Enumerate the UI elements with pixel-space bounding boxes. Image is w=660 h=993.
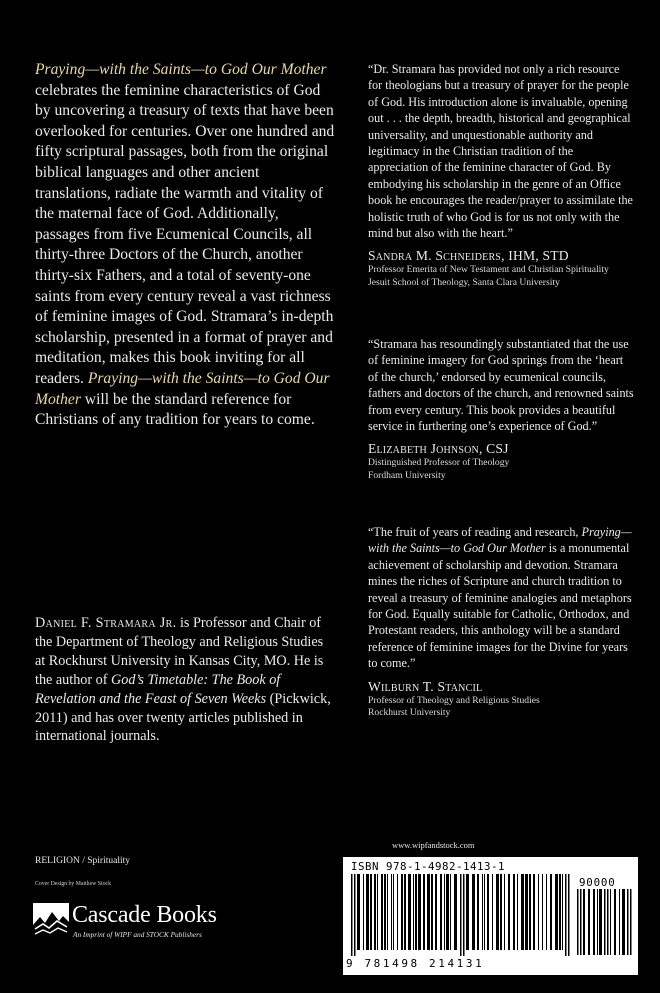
barcode-bar [580, 889, 582, 955]
book-title-italic: Praying—with the Saints—to God Our Mother [35, 369, 330, 408]
barcode-bar [607, 889, 609, 955]
author-name: Daniel F. Stramara Jr. [35, 615, 177, 631]
ean-digits: 9 781498 214131 [346, 957, 485, 970]
barcode-bar [454, 874, 457, 950]
barcode-bar [374, 874, 376, 950]
barcode-bar [450, 874, 451, 950]
barcode-bar [583, 889, 585, 955]
endorser-title: Professor Emerita of New Testament and Christian Spirituality [368, 264, 609, 276]
barcode-bar [599, 889, 602, 955]
barcode-bar [370, 874, 372, 950]
barcode-bar [446, 874, 449, 950]
barcode-bar [521, 874, 524, 950]
barcode-bar [597, 889, 598, 955]
isbn-barcode [343, 857, 638, 975]
barcode-bar [533, 874, 535, 950]
publisher-name: Cascade Books [72, 902, 217, 928]
author-previous-book: God’s Timetable: The Book of Revelation and the Feast of Seven Weeks [35, 671, 281, 707]
addon-barcode-bars [577, 889, 633, 955]
endorsement-quote: “Dr. Stramara has provided not only a rich resource for theologians but a treasury of prayer for the people of God. His introduction alone is invaluable, opening out . . . the depth, breadth, historical and geographical universality, and unquestionable authority and legitimacy in the Christian tradition of the appreciation of the feminine character of God. By embodying his scholarship in the genre of an Office book he encourages the reader/prayer to assimilate the holistic truth of who God is for us not only with the mind but also with the heart.” [368, 62, 633, 241]
barcode-bar [427, 874, 430, 950]
endorsement [368, 524, 636, 719]
barcode-bars [351, 874, 571, 956]
barcode-bar [423, 874, 425, 950]
endorsement-quote: “Stramara has resoundingly substantiated that the use of feminine imagery for God springs from the ‘heart of the church,’ endorsed by ecumenical councils, fathers and doctors of the church, and renowned saints from every century. This book provides a beautiful service in furthering one’s experience of God.” [368, 337, 634, 434]
barcode-bar [559, 874, 561, 950]
endorser-name: Sandra M. Schneiders, IHM, STD [368, 248, 569, 264]
barcode-bar [525, 874, 528, 950]
barcode-bar [630, 889, 632, 955]
barcode-bar [366, 874, 369, 950]
barcode-bar [550, 874, 552, 950]
barcode-bar [487, 874, 489, 950]
barcode-bar [387, 874, 388, 950]
endorser-title: Distinguished Professor of Theology [368, 457, 510, 469]
barcode-bar [431, 874, 433, 950]
description-text-end: will be the standard reference for Christians of any tradition for years to come. [35, 390, 315, 429]
barcode-bar [351, 874, 353, 956]
barcode-bar [404, 874, 406, 950]
barcode-bar [401, 874, 403, 950]
barcode-bar [440, 874, 442, 950]
endorser-affiliation: Rockhurst University [368, 707, 451, 719]
barcode-bar [477, 874, 479, 950]
description-text: celebrates the feminine characteristics of God by uncovering a treasury of texts that have been overlooked for centuries. Over one hundred and fifty scriptural passages, both from the original biblical languages and other ancient translations, radiate the warmth and vitality of the maternal face of God. Additionally, passages from five Ecumenical Councils, all thirty-three Doctors of the Church, another thirty-six Fathers, and a total of seventy-one saints from every century reveal a vast richness of feminine images of God. Stramara’s in-depth scholarship, presented in a format of prayer and meditation, makes this book inviting for all readers. [35, 81, 335, 387]
barcode-bar [593, 889, 595, 955]
barcode-bar [622, 889, 625, 955]
barcode-bar [408, 874, 411, 950]
barcode-bar [444, 874, 445, 950]
barcode-bar [555, 874, 558, 950]
barcode-bar [562, 874, 563, 950]
endorser-name: Elizabeth Johnson, CSJ [368, 441, 509, 457]
price-code: 90000 [579, 876, 616, 889]
endorser-name: Wilburn T. Stancil [368, 678, 483, 694]
barcode-bar [363, 874, 364, 950]
barcode-bar [357, 874, 360, 950]
barcode-bar [381, 874, 383, 950]
endorser-title: Professor of Theology and Religious Studies [368, 694, 540, 706]
barcode-bar [577, 889, 579, 955]
barcode-bar [393, 874, 394, 950]
barcode-bar [384, 874, 386, 950]
endorsement [368, 336, 636, 482]
bio-text-end: (Pickwick, 2011) and has over twenty articles published in international journals. [35, 690, 331, 745]
endorsement [368, 61, 636, 289]
subject-category: RELIGION / Spirituality [35, 856, 130, 866]
publisher-logo [33, 903, 263, 943]
bio-text: is Professor and Chair of the Department of Theology and Religious Studies at Rockhurst University in Kansas City, MO. He is the author of [35, 615, 324, 688]
barcode-bar [517, 874, 518, 950]
barcode-bar [482, 874, 483, 950]
barcode-bar [418, 874, 421, 950]
barcode-bar [588, 889, 590, 955]
barcode-bar [619, 889, 620, 955]
barcode-bar [466, 874, 469, 950]
barcode-bar [354, 874, 356, 956]
barcode-bar [500, 874, 502, 950]
cascade-books-logo-icon [33, 903, 69, 939]
quote-text-end: is a monumental achievement of scholarship and devotion. Stramara mines the riches of Scripture and church tradition to reveal a treasury of feminine analogies and metaphors for God. Equally suitable for Catholic, Orthodox, and Protestant readers, this anthology will be a standard reference of feminine images for the Divine for years to come.” [368, 541, 632, 671]
barcode-bar [460, 874, 462, 956]
barcode-bar [542, 874, 543, 950]
publisher-url: www.wipfandstock.com [392, 840, 475, 850]
barcode-bar [472, 874, 475, 950]
barcode-bar [435, 874, 437, 950]
barcode-bar [513, 874, 515, 950]
barcode-bar [484, 874, 485, 950]
barcode-bar [415, 874, 417, 950]
barcode-bar [529, 874, 531, 950]
book-description [35, 60, 335, 431]
barcode-bar [565, 874, 567, 956]
barcode-bar [508, 874, 510, 950]
isbn-label: ISBN 978-1-4982-1413-1 [351, 860, 506, 873]
barcode-bar [627, 889, 629, 955]
barcode-bar [463, 874, 465, 956]
publisher-imprint: An Imprint of WIPF and STOCK Publishers [73, 930, 202, 939]
barcode-bar [391, 874, 392, 950]
endorser-affiliation: Jesuit School of Theology, Santa Clara University [368, 276, 560, 288]
endorsement-quote [368, 524, 636, 672]
barcode-bar [377, 874, 378, 950]
author-bio [35, 614, 335, 746]
barcode-bar [546, 874, 547, 950]
barcode-bar [604, 889, 606, 955]
barcode-bar [504, 874, 505, 950]
barcode-bar [568, 874, 570, 956]
cover-design-credit: Cover Design by Matthew Stock [35, 881, 111, 887]
barcode-bar [538, 874, 539, 950]
barcode-bar [496, 874, 499, 950]
barcode-bar [397, 874, 398, 950]
endorser-affiliation: Fordham University [368, 469, 446, 481]
barcode-bar [413, 874, 414, 950]
book-title-italic: Praying—with the Saints—to God Our Mother [35, 61, 327, 78]
book-title-italic: Praying—with the Saints—to God Our Mother [368, 525, 632, 556]
barcode-bar [614, 889, 616, 955]
quote-text: “The fruit of years of reading and research, [368, 525, 582, 539]
barcode-bar [492, 874, 493, 950]
barcode-bar [610, 889, 611, 955]
